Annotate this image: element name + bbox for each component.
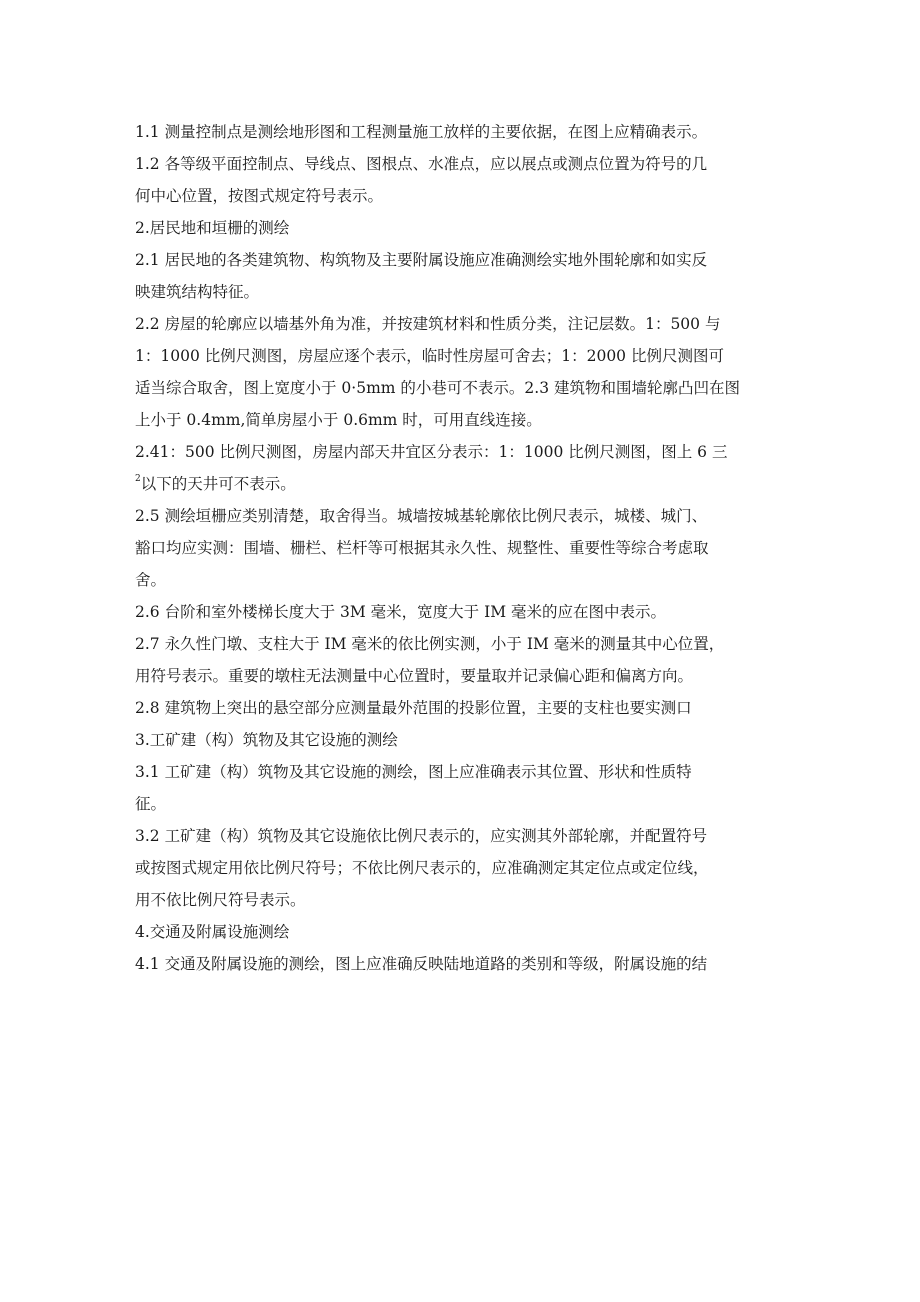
line-3-1: 3.1 工矿建（构）筑物及其它设施的测绘，图上应准确表示其位置、形状和性质特 xyxy=(135,763,692,781)
line-2-5-cont-a: 豁口均应实测：围墙、栅栏、栏杆等可根据其永久性、规整性、重要性等综合考虑取 xyxy=(135,539,709,557)
line-2-1-cont: 映建筑结构特征。 xyxy=(135,283,260,301)
line-1-1: 1.1 测量控制点是测绘地形图和工程测量施工放样的主要依据，在图上应精确表示。 xyxy=(135,123,708,141)
line-2-8: 2.8 建筑物上突出的悬空部分应测量最外范围的投影位置，主要的支柱也要实测口 xyxy=(135,699,692,717)
line-2-4-cont xyxy=(135,468,785,500)
line-2-2-cont-a: 1：1000 比例尺测图，房屋应逐个表示，临时性房屋可舍去；1：2000 比例尺测图可 xyxy=(135,347,724,365)
line-1-2: 1.2 各等级平面控制点、导线点、图根点、水准点，应以展点或测点位置为符号的几 xyxy=(135,155,708,173)
line-4-1: 4.1 交通及附属设施的测绘，图上应准确反映陆地道路的类别和等级，附属设施的结 xyxy=(135,955,708,973)
line-1-2-cont: 何中心位置，按图式规定符号表示。 xyxy=(135,187,384,205)
line-2-1: 2.1 居民地的各类建筑物、构筑物及主要附属设施应准确测绘实地外围轮廓和如实反 xyxy=(135,251,708,269)
line-2-6: 2.6 台阶和室外楼梯长度大于 3M 毫米，宽度大于 IM 毫米的应在图中表示。 xyxy=(135,603,667,621)
line-2-7-cont: 用符号表示。重要的墩柱无法测量中心位置时，要量取并记录偏心距和偏离方向。 xyxy=(135,667,694,685)
line-3-2-cont-b: 用不依比例尺符号表示。 xyxy=(135,891,306,909)
heading-4: 4.交通及附属设施测绘 xyxy=(135,923,290,941)
line-2-2-cont-b: 适当综合取舍，图上宽度小于 0·5mm 的小巷可不表示。2.3 建筑物和围墙轮廓凸凹在图 xyxy=(135,379,740,397)
heading-3: 3.工矿建（构）筑物及其它设施的测绘 xyxy=(135,731,398,749)
line-2-7: 2.7 永久性门墩、支柱大于 IM 毫米的依比例实测，小于 IM 毫米的测量其中心位置， xyxy=(135,635,725,653)
line-3-2: 3.2 工矿建（构）筑物及其它设施依比例尺表示的，应实测其外部轮廓，并配置符号 xyxy=(135,827,708,845)
heading-2: 2.居民地和垣栅的测绘 xyxy=(135,219,290,237)
line-3-1-cont: 征。 xyxy=(135,795,167,813)
superscript-2: 2 xyxy=(135,474,141,484)
line-2-5: 2.5 测绘垣栅应类别清楚，取舍得当。城墙按城基轮廓依比例尺表示，城楼、城门、 xyxy=(135,507,708,525)
line-3-2-cont-a: 或按图式规定用依比例尺符号；不依比例尺表示的，应准确测定其定位点或定位线， xyxy=(135,859,709,877)
line-2-5-cont-b: 舍。 xyxy=(135,571,167,589)
line-2-2: 2.2 房屋的轮廓应以墙基外角为准，并按建筑材料和性质分类，注记层数。1：500 与 xyxy=(135,315,721,333)
document-body xyxy=(135,116,785,980)
line-2-4-cont-text: 以下的天井可不表示。 xyxy=(140,475,296,493)
line-2-4: 2.41：500 比例尺测图，房屋内部天井宜区分表示：1：1000 比例尺测图，图上 6 三 xyxy=(135,443,728,461)
line-2-3-cont: 上小于 0.4mm,简单房屋小于 0.6mm 时，可用直线连接。 xyxy=(135,411,542,429)
